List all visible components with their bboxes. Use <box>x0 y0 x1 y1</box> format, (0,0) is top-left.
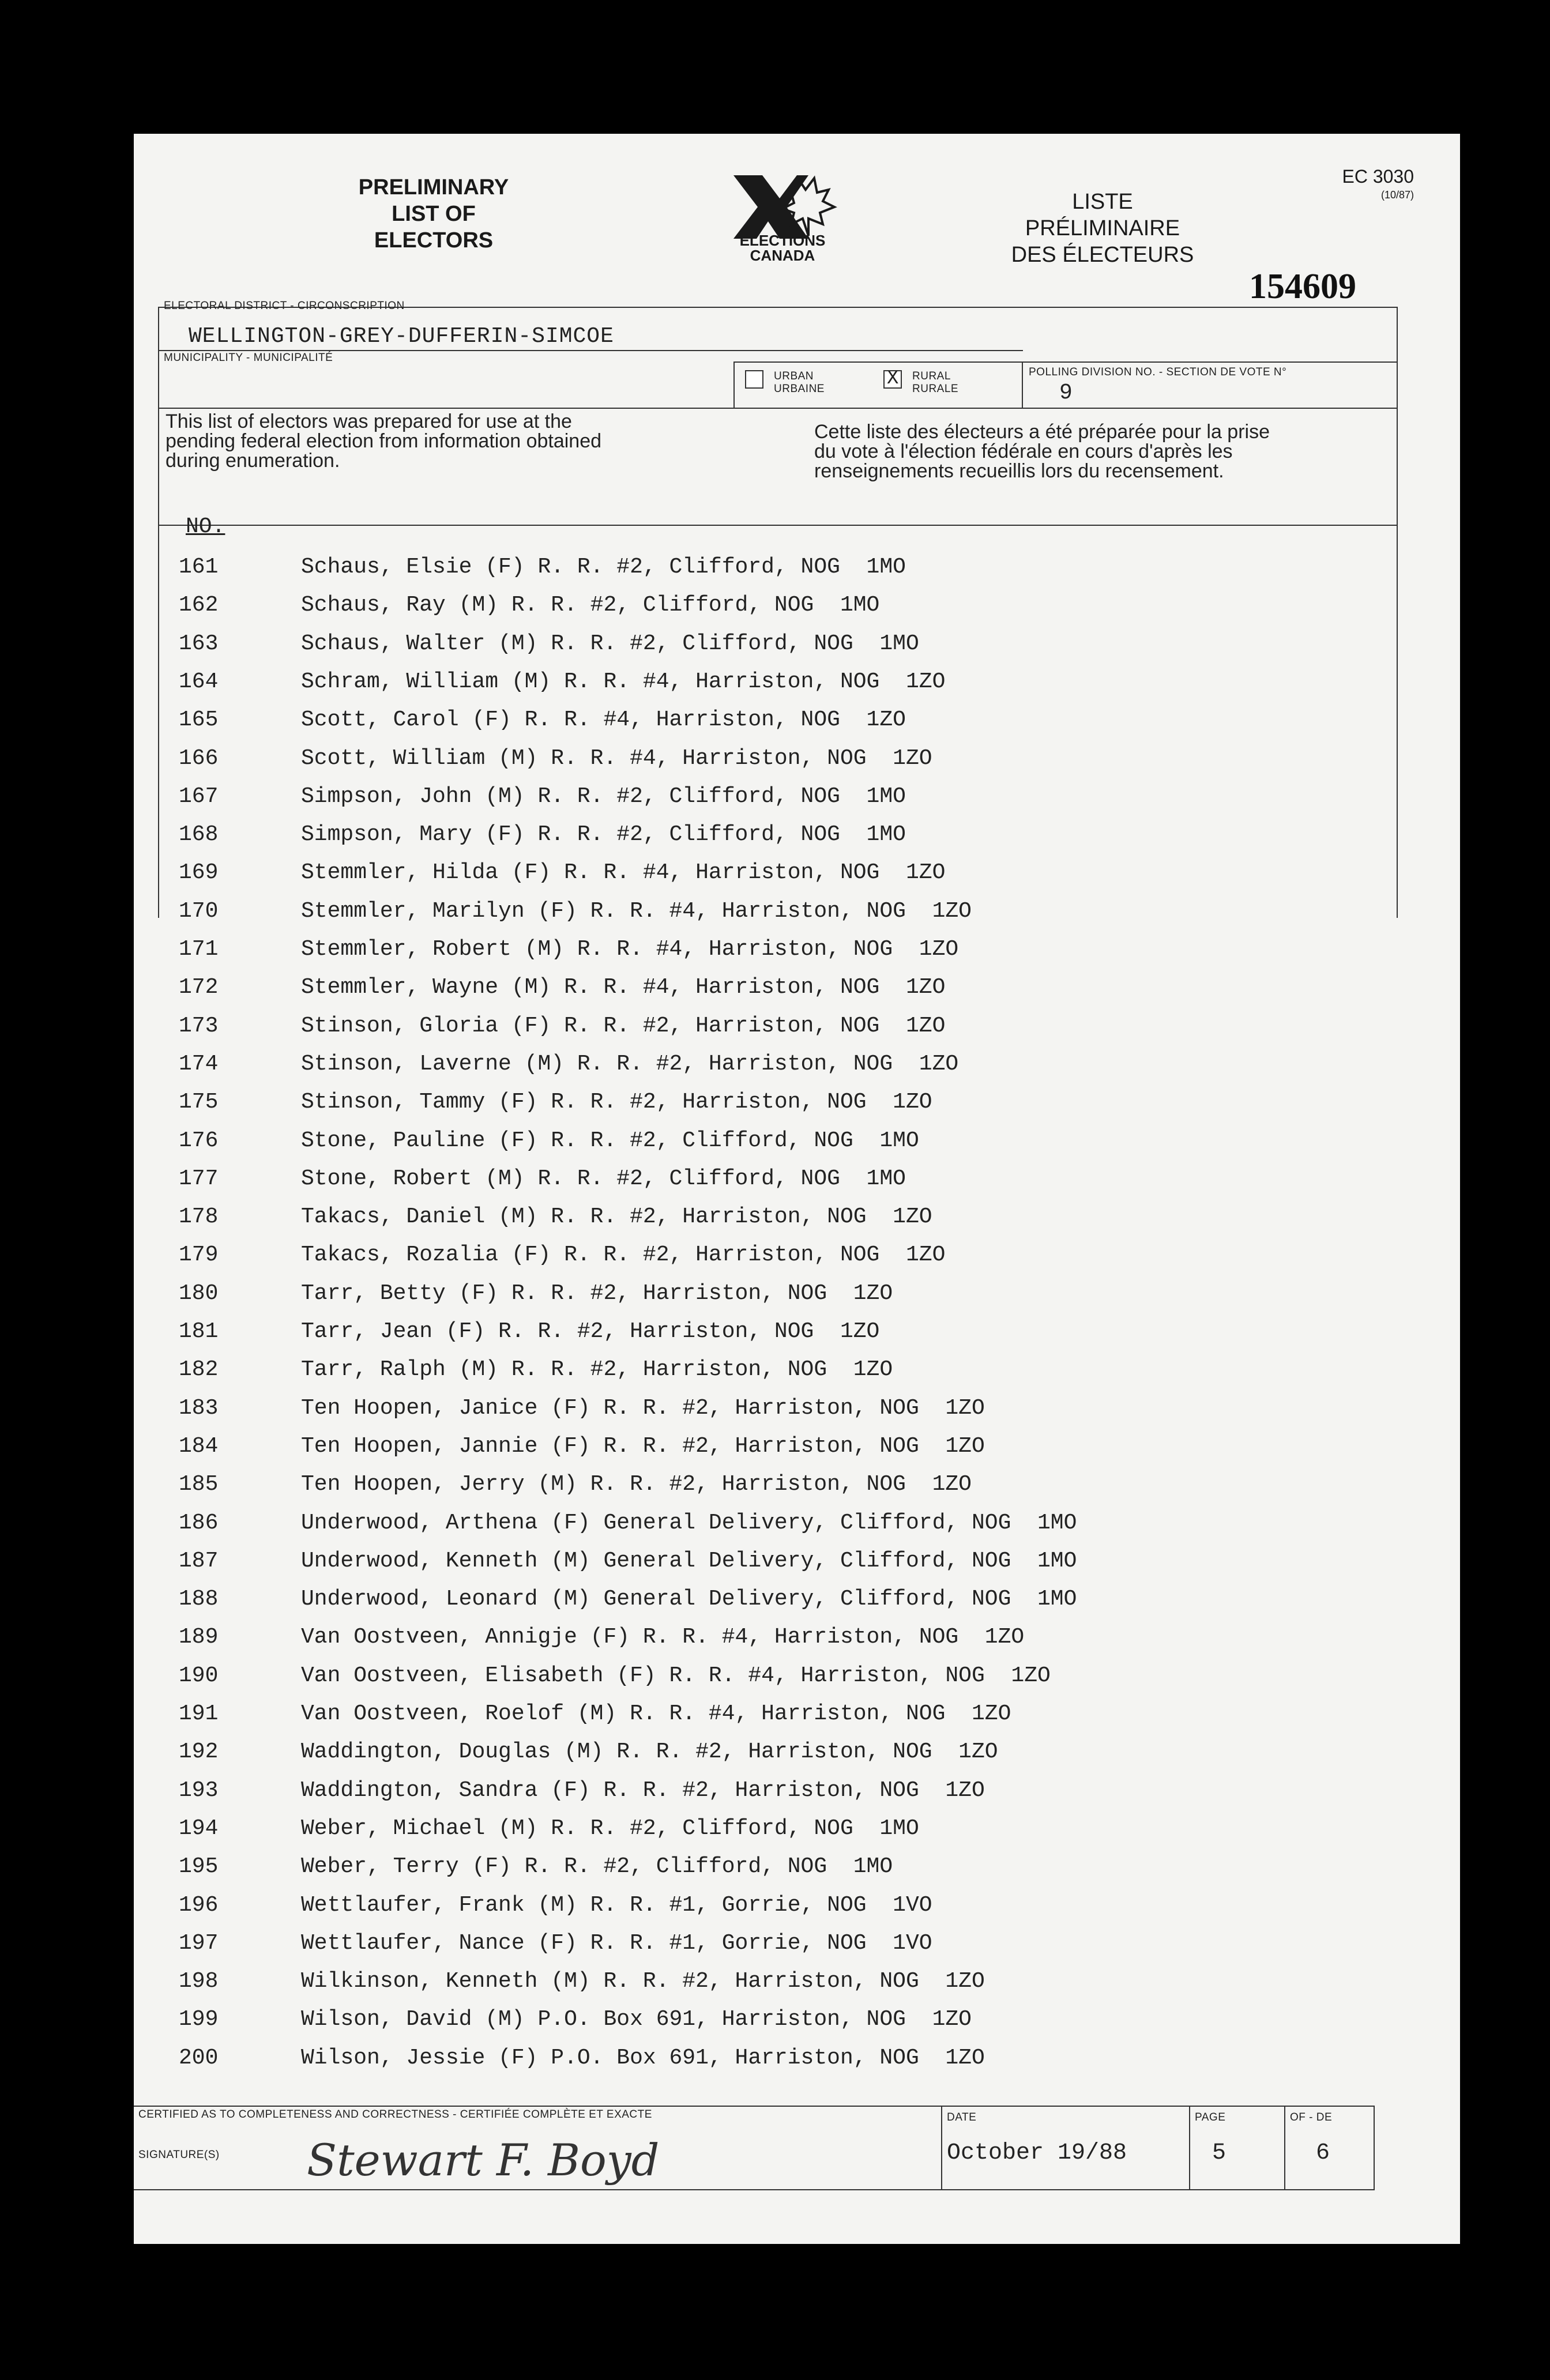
district-label: ELECTORAL DISTRICT - CIRCONSCRIPTION <box>164 300 405 312</box>
title-fr-line3: DES ÉLECTEURS <box>1011 243 1194 267</box>
elector-number: 163 <box>179 631 219 656</box>
elector-row <box>134 631 1402 669</box>
form-code: EC 3030 <box>1342 166 1414 187</box>
title-en <box>336 174 532 254</box>
title-fr <box>999 189 1206 268</box>
elector-entry: Schaus, Ray (M) R. R. #2, Clifford, NOG 1MO <box>301 593 880 618</box>
elector-number: 195 <box>179 1854 219 1880</box>
elector-entry: Scott, William (M) R. R. #4, Harriston, NOG 1ZO <box>301 745 932 771</box>
status-row-top <box>733 361 1398 363</box>
elector-number: 186 <box>179 1510 219 1535</box>
elector-number: 174 <box>179 1051 219 1076</box>
elector-entry: Ten Hoopen, Janice (F) R. R. #2, Harriston, NOG 1ZO <box>301 1395 985 1421</box>
elector-row <box>134 1128 1402 1166</box>
elector-row <box>134 1204 1402 1242</box>
rural-label <box>912 370 958 396</box>
elector-entry: Wilkinson, Kenneth (M) R. R. #2, Harriston, NOG 1ZO <box>301 1969 985 1994</box>
elector-row <box>134 2046 1402 2084</box>
elector-entry: Tarr, Betty (F) R. R. #2, Harriston, NOG 1ZO <box>301 1281 893 1306</box>
title-en-line1: PRELIMINARY <box>358 175 509 199</box>
title-en-line3: ELECTORS <box>374 228 494 253</box>
footer-page-divider <box>1189 2106 1190 2189</box>
note-fr-line3: renseignements recueillis lors du recensement. <box>814 460 1224 482</box>
elector-entry: Schram, William (M) R. R. #4, Harriston, NOG 1ZO <box>301 669 946 694</box>
urban-label <box>774 370 825 396</box>
elector-number: 192 <box>179 1739 219 1765</box>
elector-entry: Ten Hoopen, Jannie (F) R. R. #2, Harriston, NOG 1ZO <box>301 1433 985 1459</box>
number-column-header: NO. <box>186 514 225 539</box>
elector-row <box>134 593 1402 631</box>
title-fr-line1: LISTE <box>1072 190 1133 214</box>
elector-row <box>134 1319 1402 1357</box>
elector-entry: Stemmler, Marilyn (F) R. R. #4, Harriston, NOG 1ZO <box>301 898 972 924</box>
elector-row <box>134 899 1402 937</box>
urban-label-fr: URBAINE <box>774 383 825 395</box>
elector-entry: Simpson, John (M) R. R. #2, Clifford, NOG 1MO <box>301 784 906 809</box>
elector-row <box>134 1739 1402 1778</box>
note-fr-line1: Cette liste des électeurs a été préparée pour la prise <box>814 421 1270 443</box>
elector-number: 166 <box>179 745 219 771</box>
certified-label: CERTIFIED AS TO COMPLETENESS AND CORRECTNESS - CERTIFIÉE COMPLÈTE ET EXACTE <box>138 2108 652 2121</box>
elector-number: 162 <box>179 593 219 618</box>
note-en-line2: pending federal election from information obtained <box>165 430 602 452</box>
elector-entry: Wilson, David (M) P.O. Box 691, Harriston, NOG 1ZO <box>301 2007 972 2032</box>
elector-row <box>134 1242 1402 1281</box>
elector-entry: Stemmler, Robert (M) R. R. #4, Harriston, NOG 1ZO <box>301 937 959 962</box>
elector-number: 175 <box>179 1090 219 1115</box>
note-fr <box>814 422 1270 481</box>
elector-entry: Van Oostveen, Annigje (F) R. R. #4, Harriston, NOG 1ZO <box>301 1625 1025 1650</box>
elector-number: 183 <box>179 1395 219 1421</box>
elector-number: 164 <box>179 669 219 694</box>
elector-number: 193 <box>179 1778 219 1803</box>
district-value: WELLINGTON-GREY-DUFFERIN-SIMCOE <box>189 324 614 349</box>
elector-row <box>134 1472 1402 1510</box>
elector-entry: Underwood, Kenneth (M) General Delivery, Clifford, NOG 1MO <box>301 1548 1077 1573</box>
elector-entry: Underwood, Arthena (F) General Delivery, Clifford, NOG 1MO <box>301 1510 1077 1535</box>
elector-number: 177 <box>179 1166 219 1191</box>
elector-number: 173 <box>179 1013 219 1038</box>
elector-row <box>134 784 1402 822</box>
elector-number: 184 <box>179 1433 219 1459</box>
elector-number: 172 <box>179 975 219 1000</box>
elector-number: 187 <box>179 1548 219 1573</box>
elector-number: 167 <box>179 784 219 809</box>
serial-number: 154609 <box>1249 267 1356 306</box>
elector-number: 181 <box>179 1319 219 1344</box>
elector-row <box>134 1434 1402 1472</box>
rural-label-fr: RURALE <box>912 383 959 395</box>
elector-row <box>134 1778 1402 1816</box>
elector-number: 176 <box>179 1128 219 1153</box>
elector-number: 198 <box>179 1969 219 1994</box>
elector-entry: Wettlaufer, Frank (M) R. R. #1, Gorrie, NOG 1VO <box>301 1892 932 1918</box>
of-value: 6 <box>1316 2140 1330 2166</box>
urban-label-en: URBAN <box>774 370 814 382</box>
elector-row <box>134 707 1402 745</box>
polling-division-value: 9 <box>1059 381 1073 405</box>
elector-row <box>134 1014 1402 1052</box>
status-row-divider <box>1022 361 1023 408</box>
note-en <box>165 412 601 470</box>
elector-row <box>134 1511 1402 1549</box>
elector-row <box>134 975 1402 1013</box>
elector-number: 165 <box>179 707 219 733</box>
date-value: October 19/88 <box>947 2140 1127 2166</box>
elector-number: 200 <box>179 2045 219 2070</box>
elector-row <box>134 1854 1402 1892</box>
elector-row <box>134 937 1402 975</box>
note-fr-line2: du vote à l'élection fédérale en cours d'après les <box>814 440 1233 462</box>
elector-entry: Van Oostveen, Roelof (M) R. R. #4, Harriston, NOG 1ZO <box>301 1701 1011 1726</box>
elector-entry: Ten Hoopen, Jerry (M) R. R. #2, Harriston, NOG 1ZO <box>301 1472 972 1497</box>
elector-row <box>134 1625 1402 1663</box>
elector-number: 171 <box>179 937 219 962</box>
elector-entry: Stinson, Gloria (F) R. R. #2, Harriston, NOG 1ZO <box>301 1013 946 1038</box>
list-top-rule <box>158 525 1398 526</box>
of-label: OF - DE <box>1290 2111 1333 2123</box>
elector-number: 180 <box>179 1281 219 1306</box>
polling-division-label: POLLING DIVISION NO. - SECTION DE VOTE N° <box>1029 366 1287 378</box>
elector-number: 169 <box>179 860 219 886</box>
elector-row <box>134 1663 1402 1701</box>
elector-row <box>134 669 1402 707</box>
footer-of-divider <box>1284 2106 1285 2189</box>
elector-number: 196 <box>179 1892 219 1918</box>
elector-number: 189 <box>179 1625 219 1650</box>
elector-number: 168 <box>179 822 219 848</box>
elector-row <box>134 1281 1402 1319</box>
footer-right-edge <box>1374 2106 1375 2189</box>
date-label: DATE <box>947 2111 977 2123</box>
title-fr-line2: PRÉLIMINAIRE <box>1025 216 1180 240</box>
logo-caption <box>722 233 843 263</box>
signature-label: SIGNATURE(S) <box>138 2149 220 2161</box>
elector-row <box>134 746 1402 784</box>
elector-entry: Schaus, Walter (M) R. R. #2, Clifford, NOG 1MO <box>301 631 919 656</box>
elector-row <box>134 1816 1402 1854</box>
district-underline <box>158 350 1023 351</box>
rural-checkbox[interactable] <box>883 370 902 389</box>
elector-entry: Wilson, Jessie (F) P.O. Box 691, Harriston, NOG 1ZO <box>301 2045 985 2070</box>
elector-number: 170 <box>179 898 219 924</box>
note-en-line3: during enumeration. <box>165 450 340 472</box>
rural-label-en: RURAL <box>912 370 951 382</box>
elector-entry: Takacs, Daniel (M) R. R. #2, Harriston, NOG 1ZO <box>301 1204 932 1230</box>
elector-entry: Weber, Michael (M) R. R. #2, Clifford, NOG 1MO <box>301 1816 919 1841</box>
page-value: 5 <box>1212 2140 1227 2166</box>
note-en-line1: This list of electors was prepared for use at the <box>165 411 572 432</box>
elector-row <box>134 555 1402 593</box>
elector-number: 197 <box>179 1930 219 1956</box>
elector-entry: Waddington, Sandra (F) R. R. #2, Harriston, NOG 1ZO <box>301 1778 985 1803</box>
note-row-top <box>158 408 1398 409</box>
elector-row <box>134 860 1402 898</box>
elector-number: 199 <box>179 2007 219 2032</box>
elector-entry: Schaus, Elsie (F) R. R. #2, Clifford, NOG 1MO <box>301 555 906 579</box>
elector-entry: Stone, Robert (M) R. R. #2, Clifford, NOG 1MO <box>301 1166 906 1191</box>
elector-row <box>134 1931 1402 1969</box>
title-en-line2: LIST OF <box>392 202 476 226</box>
logo-line1: ELECTIONS <box>739 232 826 249</box>
elector-entry: Van Oostveen, Elisabeth (F) R. R. #4, Harriston, NOG 1ZO <box>301 1663 1051 1688</box>
elector-number: 194 <box>179 1816 219 1841</box>
elector-row <box>134 1587 1402 1625</box>
form-revision-date: (10/87) <box>1380 189 1414 201</box>
urban-checkbox[interactable] <box>745 370 763 389</box>
elector-number: 178 <box>179 1204 219 1230</box>
elector-number: 191 <box>179 1701 219 1726</box>
municipality-label: MUNICIPALITY - MUNICIPALITÉ <box>164 352 333 364</box>
elector-entry: Stemmler, Hilda (F) R. R. #4, Harriston, NOG 1ZO <box>301 860 946 886</box>
elector-entry: Waddington, Douglas (M) R. R. #2, Harriston, NOG 1ZO <box>301 1739 998 1765</box>
elector-row <box>134 1166 1402 1204</box>
elector-row <box>134 2007 1402 2045</box>
elector-entry: Weber, Terry (F) R. R. #2, Clifford, NOG 1MO <box>301 1854 893 1880</box>
elector-number: 188 <box>179 1587 219 1612</box>
elector-row <box>134 1701 1402 1739</box>
elector-entry: Stinson, Tammy (F) R. R. #2, Harriston, NOG 1ZO <box>301 1090 932 1115</box>
elector-row <box>134 1090 1402 1128</box>
elector-row <box>134 1549 1402 1587</box>
logo-line2: CANADA <box>750 247 815 264</box>
footer-top-rule <box>134 2106 1374 2107</box>
elector-entry: Simpson, Mary (F) R. R. #2, Clifford, NOG 1MO <box>301 822 906 848</box>
signature-image: Stewart F. Boyd <box>307 2134 660 2186</box>
elector-number: 161 <box>179 555 219 579</box>
elector-row <box>134 1357 1402 1395</box>
elector-entry: Underwood, Leonard (M) General Delivery, Clifford, NOG 1MO <box>301 1587 1077 1612</box>
elector-row <box>134 1052 1402 1090</box>
rural-check-mark: X <box>887 368 899 390</box>
elector-entry: Takacs, Rozalia (F) R. R. #2, Harriston, NOG 1ZO <box>301 1242 946 1268</box>
elector-entry: Stinson, Laverne (M) R. R. #2, Harriston, NOG 1ZO <box>301 1051 959 1076</box>
elector-entry: Tarr, Ralph (M) R. R. #2, Harriston, NOG 1ZO <box>301 1357 893 1383</box>
elector-entry: Tarr, Jean (F) R. R. #2, Harriston, NOG 1ZO <box>301 1319 880 1344</box>
elector-row <box>134 1396 1402 1434</box>
elector-entry: Scott, Carol (F) R. R. #4, Harriston, NOG 1ZO <box>301 707 906 733</box>
elector-row <box>134 1969 1402 2007</box>
elector-number: 179 <box>179 1242 219 1268</box>
elector-entry: Stemmler, Wayne (M) R. R. #4, Harriston, NOG 1ZO <box>301 975 946 1000</box>
elector-number: 190 <box>179 1663 219 1688</box>
footer-date-divider <box>941 2106 942 2189</box>
elector-entry: Wettlaufer, Nance (F) R. R. #1, Gorrie, NOG 1VO <box>301 1930 932 1956</box>
footer-bottom-rule <box>134 2189 1375 2190</box>
elector-row <box>134 1893 1402 1931</box>
status-row-left <box>733 361 735 408</box>
elector-number: 182 <box>179 1357 219 1383</box>
elector-entry: Stone, Pauline (F) R. R. #2, Clifford, NOG 1MO <box>301 1128 919 1153</box>
elector-number: 185 <box>179 1472 219 1497</box>
elector-row <box>134 822 1402 860</box>
electors-list-page <box>134 134 1460 2244</box>
page-label: PAGE <box>1195 2111 1226 2123</box>
